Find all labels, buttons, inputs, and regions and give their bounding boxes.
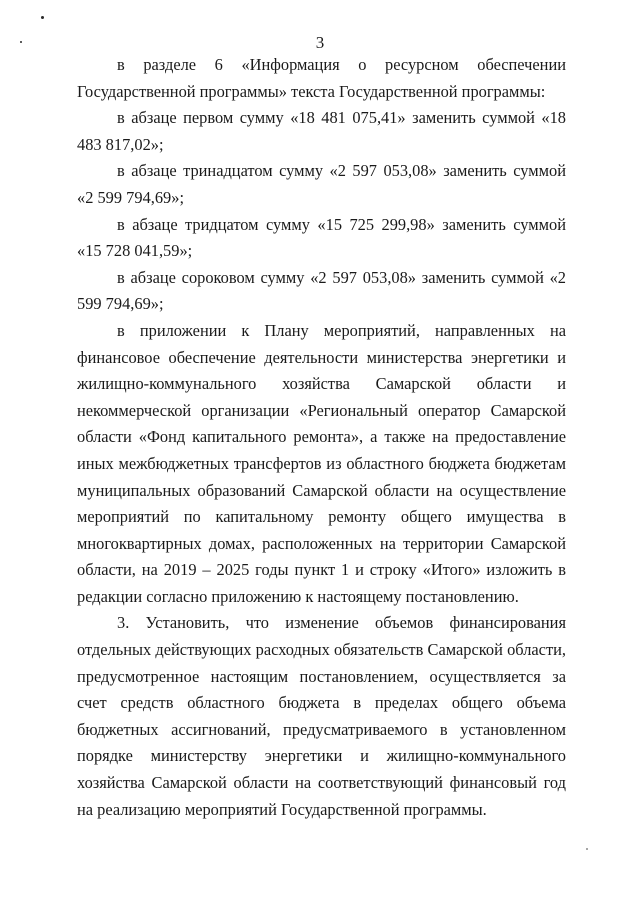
scan-speck xyxy=(586,848,588,850)
paragraph-appendix-plan: в приложении к Плану мероприятий, направленных на финансовое обеспечение деятельности министерства энергетики и жилищно-коммунального хозяйства Самарской области и некоммерческой организации «Региональный оператор Самарской области «Фонд капитального ремонта», а также на предоставление иных межбюджетных трансфертов из областного бюджета бюджетам муниципальных образований Самарской области на осуществление мероприятий по капитальному ремонту общего имущества в многоквартирных домах, расположенных на территории Самарской области, на 2019 – 2025 годы пункт 1 и строку «Итого» изложить в редакции согласно приложению к настоящему постановлению. xyxy=(77,320,566,606)
page-number: 3 xyxy=(315,33,325,52)
paragraph-abzac-thirtieth: в абзаце тридцатом сумму «15 725 299,98» заменить суммой «15 728 041,59»; xyxy=(77,214,566,261)
paragraph-item-3: 3. Установить, что изменение объемов финансирования отдельных действующих расходных обязательств Самарской области, предусмотренное настоящим постановлением, осуществляется за счет средств областного бюджета в пределах общего объема бюджетных ассигнований, предусматриваемого в установленном порядке министерству энергетики и жилищно-коммунального хозяйства Самарской области на соответствующий финансовый год на реализацию мероприятий Государственной программы. xyxy=(77,613,566,819)
document-body xyxy=(77,52,566,823)
paragraph-abzac-first: в абзаце первом сумму «18 481 075,41» заменить суммой «18 483 817,02»; xyxy=(77,108,566,154)
paragraph-abzac-thirteenth: в абзаце тринадцатом сумму «2 597 053,08» заменить суммой «2 599 794,69»; xyxy=(77,161,566,207)
paragraph-section-6: в разделе 6 «Информация о ресурсном обеспечении Государственной программы» текста Государственной программы: xyxy=(77,55,566,101)
scan-speck xyxy=(41,16,44,19)
paragraph-abzac-fortieth: в абзаце сороковом сумму «2 597 053,08» заменить суммой «2 599 794,69»; xyxy=(77,267,566,314)
